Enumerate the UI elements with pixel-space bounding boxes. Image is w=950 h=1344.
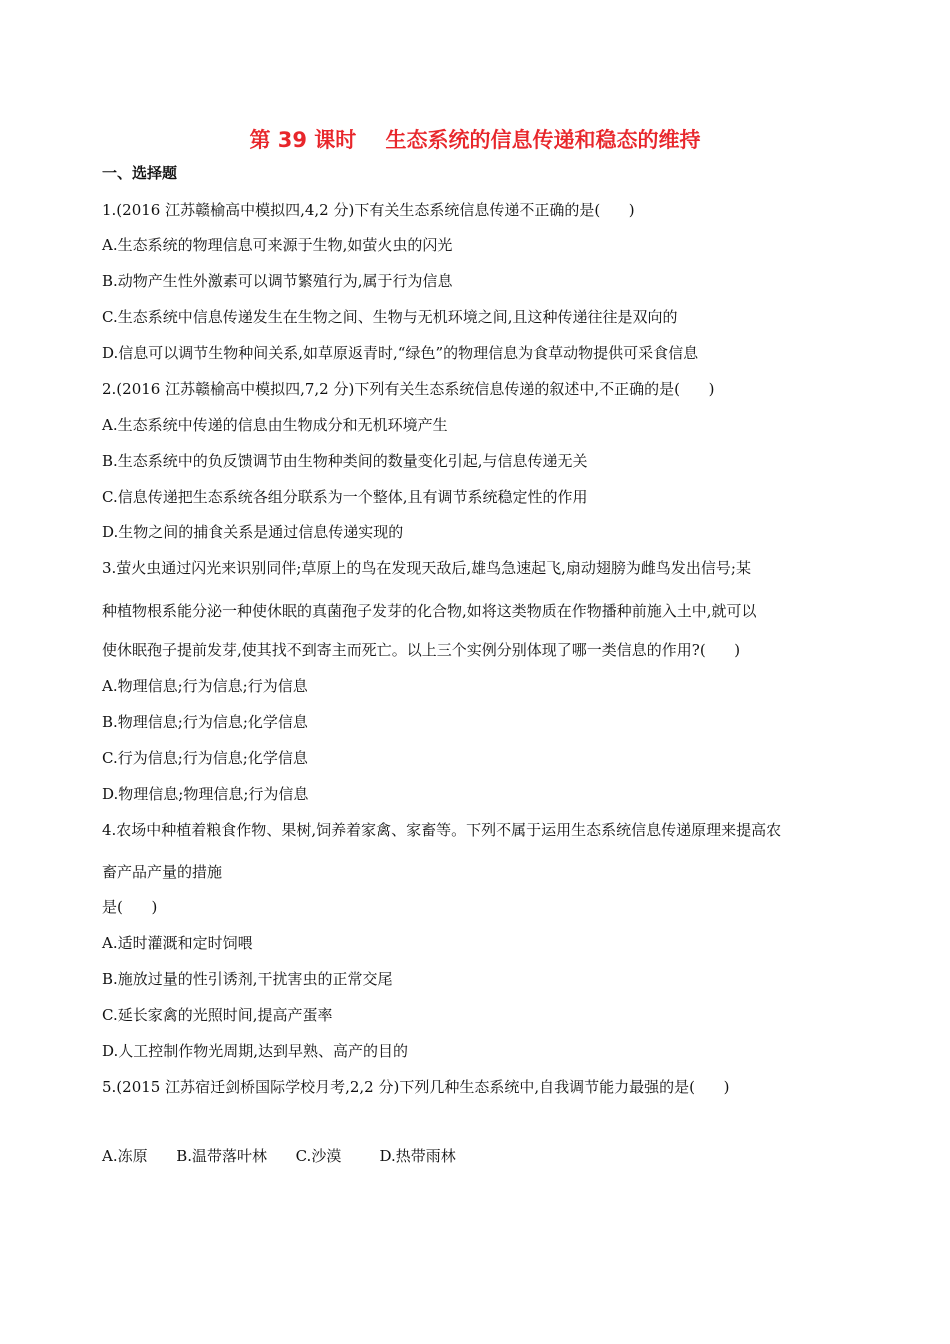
question-4-option-a: A.适时灌溉和定时饲喂 — [102, 934, 253, 952]
question-3-stem-line-3: 使休眠孢子提前发芽,使其找不到寄主而死亡。以上三个实例分别体现了哪一类信息的作用?( ) — [102, 641, 741, 659]
question-2-option-b: B.生态系统中的负反馈调节由生物种类间的数量变化引起,与信息传递无关 — [102, 452, 588, 470]
question-3-option-b: B.物理信息;行为信息;化学信息 — [102, 713, 308, 731]
question-4-stem-line-3: 是( ) — [102, 898, 158, 916]
question-1-stem: 1.(2016 江苏赣榆高中模拟四,4,2 分)下有关生态系统信息传递不正确的是( ) — [102, 201, 635, 219]
section-heading: 一、选择题 — [102, 164, 178, 182]
question-3-stem-line-1: 3.萤火虫通过闪光来识别同伴;草原上的鸟在发现天敌后,雄鸟急速起飞,扇动翅膀为雌鸟发出信号;某 — [102, 559, 751, 577]
question-4-stem-line-1: 4.农场中种植着粮食作物、果树,饲养着家禽、家畜等。下列不属于运用生态系统信息传递原理来提高农 — [102, 821, 782, 839]
question-4-option-d: D.人工控制作物光周期,达到早熟、高产的目的 — [102, 1042, 409, 1060]
question-3-option-a: A.物理信息;行为信息;行为信息 — [102, 677, 308, 695]
page-title: 第 39 课时 生态系统的信息传递和稳态的维持 — [249, 128, 701, 152]
question-1-option-b: B.动物产生性外激素可以调节繁殖行为,属于行为信息 — [102, 272, 453, 290]
question-2-stem: 2.(2016 江苏赣榆高中模拟四,7,2 分)下列有关生态系统信息传递的叙述中,不正确的是( ) — [102, 380, 715, 398]
question-4-option-b: B.施放过量的性引诱剂,干扰害虫的正常交尾 — [102, 970, 393, 988]
question-3-option-c: C.行为信息;行为信息;化学信息 — [102, 749, 308, 767]
question-2-option-d: D.生物之间的捕食关系是通过信息传递实现的 — [102, 523, 404, 541]
question-1-option-a: A.生态系统的物理信息可来源于生物,如萤火虫的闪光 — [102, 236, 453, 254]
question-1-option-d: D.信息可以调节生物种间关系,如草原返青时,“绿色”的物理信息为食草动物提供可采食信息 — [102, 344, 699, 362]
question-4-stem-line-2: 畜产品产量的措施 — [102, 863, 223, 881]
question-3-option-d: D.物理信息;物理信息;行为信息 — [102, 785, 309, 803]
question-5-stem: 5.(2015 江苏宿迁剑桥国际学校月考,2,2 分)下列几种生态系统中,自我调节能力最强的是( ) — [102, 1078, 730, 1096]
question-3-stem-line-2: 种植物根系能分泌一种使休眠的真菌孢子发芽的化合物,如将这类物质在作物播种前施入土中,就可以 — [102, 602, 757, 620]
question-1-option-c: C.生态系统中信息传递发生在生物之间、生物与无机环境之间,且这种传递往往是双向的 — [102, 308, 678, 326]
question-2-option-c: C.信息传递把生态系统各组分联系为一个整体,且有调节系统稳定性的作用 — [102, 488, 588, 506]
question-4-option-c: C.延长家禽的光照时间,提高产蛋率 — [102, 1006, 333, 1024]
question-2-option-a: A.生态系统中传递的信息由生物成分和无机环境产生 — [102, 416, 448, 434]
question-5-options: A.冻原 B.温带落叶林 C.沙漠 D.热带雨林 — [102, 1147, 456, 1165]
